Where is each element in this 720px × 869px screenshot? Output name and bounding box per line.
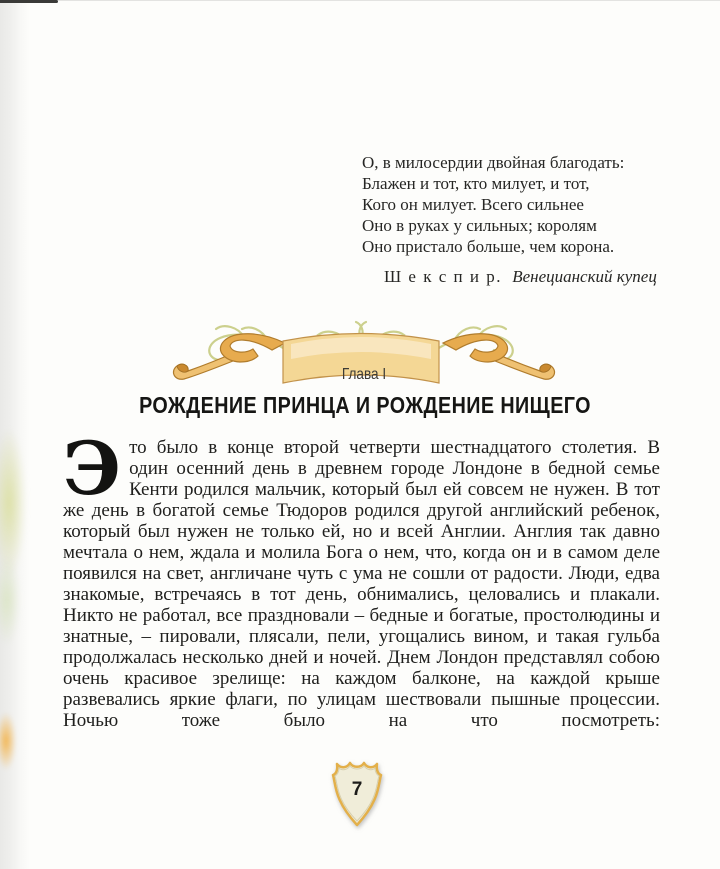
epigraph-attribution <box>362 267 657 287</box>
paragraph-text: то было в конце второй четверти шестнадцатого столетия. В один осенний день в древнем городе Лондоне в бедной семье Кенти родился мальчик, который был ей совсем не нужен. В тот же день в богатой семье Тюдоров родился другой английский ребенок, который был нужен не только ей, но и всей Англии. Англия так давно мечтала о нем, ждала и молила Бога о нем, что, когда он и в самом деле появился на свет, англичане чуть с ума не сошли от радости. Люди, едва знакомые, встречаясь в тот день, обнимались, целовались и плакали. Никто не работал, все праздновали – бедные и богатые, простолюдины и знатные, – пировали, плясали, пели, угощались вином, и такая гульба продолжалась несколько дней и ночей. Днем Лондон представлял собою очень красивое зрелище: на каждом балконе, на каждой крыше развевались яркие флаги, по улицам шествовали пышные процессии. Ночью тоже было на что посмотреть: <box>63 437 660 731</box>
epigraph <box>362 152 657 287</box>
epigraph-line: Блажен и тот, кто милует, и тот, <box>362 174 590 193</box>
epigraph-line: О, в милосердии двойная благодать: <box>362 153 625 172</box>
body-paragraph <box>63 426 660 731</box>
scan-top-mark <box>0 0 58 3</box>
scan-top-hairline <box>0 0 720 1</box>
epigraph-line: Кого он милует. Всего сильнее <box>362 195 584 214</box>
chapter-label: Глава I <box>341 366 387 383</box>
page-number-shield <box>329 757 385 831</box>
epigraph-line: Оно в руках у сильных; королям <box>362 216 597 235</box>
binding-edge-shade <box>0 0 30 869</box>
drop-cap: Э <box>63 426 122 512</box>
author-name: Ш е к с п и р. <box>384 267 502 286</box>
page-number: 7 <box>351 779 363 800</box>
chapter-banner <box>168 319 560 393</box>
work-title: Венецианский купец <box>512 267 657 286</box>
epigraph-line: Оно пристало больше, чем корона. <box>362 237 615 256</box>
chapter-title: РОЖДЕНИЕ ПРИНЦА И РОЖДЕНИЕ НИЩЕГО <box>139 392 591 418</box>
